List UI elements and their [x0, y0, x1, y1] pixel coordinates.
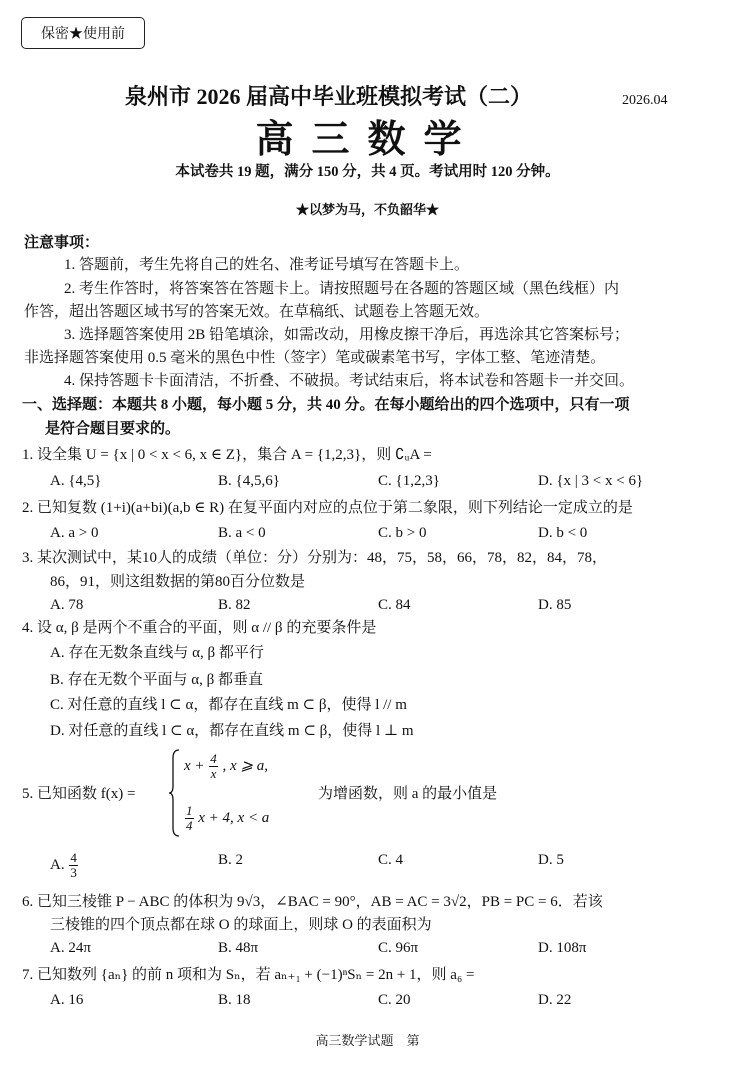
q7-option-d: D. 22	[538, 992, 572, 1008]
notice-heading: 注意事项：	[24, 235, 100, 251]
row1-term: x +	[184, 757, 205, 774]
fraction	[209, 752, 218, 781]
q6-option-d: D. 108π	[538, 940, 587, 956]
question-3-stem-cont: 86，91，则这组数据的第80百分位数是	[50, 574, 306, 590]
question-6-stem: 6. 已知三棱锥 P − ABC 的体积为 9√3，∠BAC = 90°，AB = AC = 3√2，PB = PC = 6．若该	[22, 894, 603, 910]
q3-option-b: B. 82	[218, 597, 251, 613]
confidential-stamp: 保密★使用前	[21, 17, 145, 49]
piecewise-function	[168, 748, 308, 840]
denominator: 3	[70, 865, 77, 880]
section-heading-cont: 是符合题目要求的。	[45, 421, 181, 437]
q1-option-a: A. {4,5}	[50, 473, 102, 489]
notice-line: 4. 保持答题卡卡面清洁，不折叠、不破损。考试结束后，将本试卷和答题卡一并交回。	[64, 373, 635, 389]
q6-option-b: B. 48π	[218, 940, 259, 956]
q4-option-b: B. 存在无数个平面与 α, β 都垂直	[50, 672, 263, 688]
piecewise-row-2	[184, 804, 269, 833]
notice-line: 非选择题答案使用 0.5 毫米的黑色中性（签字）笔或碳素笔书写，字体工整、笔迹清楚。	[24, 350, 606, 366]
exam-info: 本试卷共 19 题，满分 150 分，共 4 页。考试用时 120 分钟。	[175, 164, 560, 180]
question-7-stem: 7. 已知数列 {aₙ} 的前 n 项和为 Sₙ，若 aₙ₊₁ + (−1)ⁿSₙ = 2n + 1，则 a₆ =	[22, 967, 475, 983]
motto: ★以梦为马，不负韶华★	[295, 202, 439, 217]
q7-option-c: C. 20	[378, 992, 411, 1008]
row1-condition: , x ⩾ a,	[222, 757, 269, 774]
exam-date: 2026.04	[622, 93, 668, 108]
question-4-stem: 4. 设 α, β 是两个不重合的平面，则 α // β 的充要条件是	[22, 620, 377, 636]
notice-line: 1. 答题前，考生先将自己的姓名、准考证号填写在答题卡上。	[64, 257, 470, 273]
q3-option-a: A. 78	[50, 597, 84, 613]
piecewise-row-1	[184, 752, 268, 781]
q5-option-d: D. 5	[538, 852, 564, 868]
q5-option-b: B. 2	[218, 852, 244, 868]
question-6-stem-cont: 三棱锥的四个顶点都在球 O 的球面上，则球 O 的表面积为	[50, 917, 432, 933]
question-3-stem: 3. 某次测试中，某10人的成绩（单位：分）分别为：48，75，58，66，78，82，84，78，	[22, 550, 608, 566]
q4-option-c: C. 对任意的直线 l ⊂ α，都存在直线 m ⊂ β，使得 l // m	[50, 697, 407, 713]
brace-symbol	[168, 748, 180, 838]
q2-option-d: D. b < 0	[538, 525, 588, 541]
notice-line: 作答，超出答题区域书写的答案无效。在草稿纸、试题卷上答题无效。	[24, 304, 490, 320]
q6-option-c: C. 96π	[378, 940, 419, 956]
fraction	[69, 851, 78, 880]
question-1-stem: 1. 设全集 U = {x | 0 < x < 6, x ∈ Z}，集合 A = {1,2,3}，则 ∁ᵤA =	[22, 447, 432, 463]
numerator: 1	[186, 803, 193, 818]
denominator: 4	[186, 818, 193, 833]
subject-title: 高三数学	[255, 119, 480, 161]
question-5-stem: 5. 已知函数 f(x) =	[22, 786, 136, 802]
q1-option-c: C. {1,2,3}	[378, 473, 440, 489]
q4-option-a: A. 存在无数条直线与 α, β 都平行	[50, 645, 264, 661]
page-footer: 高三数学试题 第	[315, 1033, 420, 1048]
q5-option-a	[50, 851, 79, 880]
q2-option-c: C. b > 0	[378, 525, 427, 541]
option-label: A.	[50, 856, 65, 873]
question-2-stem: 2. 已知复数 (1+i)(a+bi)(a,b ∈ R) 在复平面内对应的点位于第二象限，则下列结论一定成立的是	[22, 500, 633, 516]
numerator: 4	[210, 751, 217, 766]
section-heading: 一、选择题：本题共 8 小题，每小题 5 分，共 40 分。在每小题给出的四个选项中，只有一项	[22, 397, 630, 413]
row2-term: x + 4, x < a	[198, 809, 270, 826]
q6-option-a: A. 24π	[50, 940, 91, 956]
q7-option-a: A. 16	[50, 992, 84, 1008]
q7-option-b: B. 18	[218, 992, 251, 1008]
q5-option-c: C. 4	[378, 852, 404, 868]
q2-option-a: A. a > 0	[50, 525, 99, 541]
q1-option-b: B. {4,5,6}	[218, 473, 280, 489]
q3-option-c: C. 84	[378, 597, 411, 613]
q3-option-d: D. 85	[538, 597, 572, 613]
fraction	[185, 804, 194, 833]
notice-line: 2. 考生作答时，将答案答在答题卡上。请按照题号在各题的答题区域（黑色线框）内	[64, 281, 620, 297]
denominator: x	[210, 766, 217, 781]
q4-option-d: D. 对任意的直线 l ⊂ α，都存在直线 m ⊂ β，使得 l ⊥ m	[50, 723, 414, 739]
exam-title: 泉州市 2026 届高中毕业班模拟考试（二）	[125, 84, 533, 109]
q1-option-d: D. {x | 3 < x < 6}	[538, 473, 644, 489]
q2-option-b: B. a < 0	[218, 525, 266, 541]
numerator: 4	[70, 850, 77, 865]
question-5-stem-cont: 为增函数，则 a 的最小值是	[318, 786, 498, 802]
notice-line: 3. 选择题答案使用 2B 铅笔填涂，如需改动，用橡皮擦干净后，再选涂其它答案标号；	[64, 327, 630, 343]
